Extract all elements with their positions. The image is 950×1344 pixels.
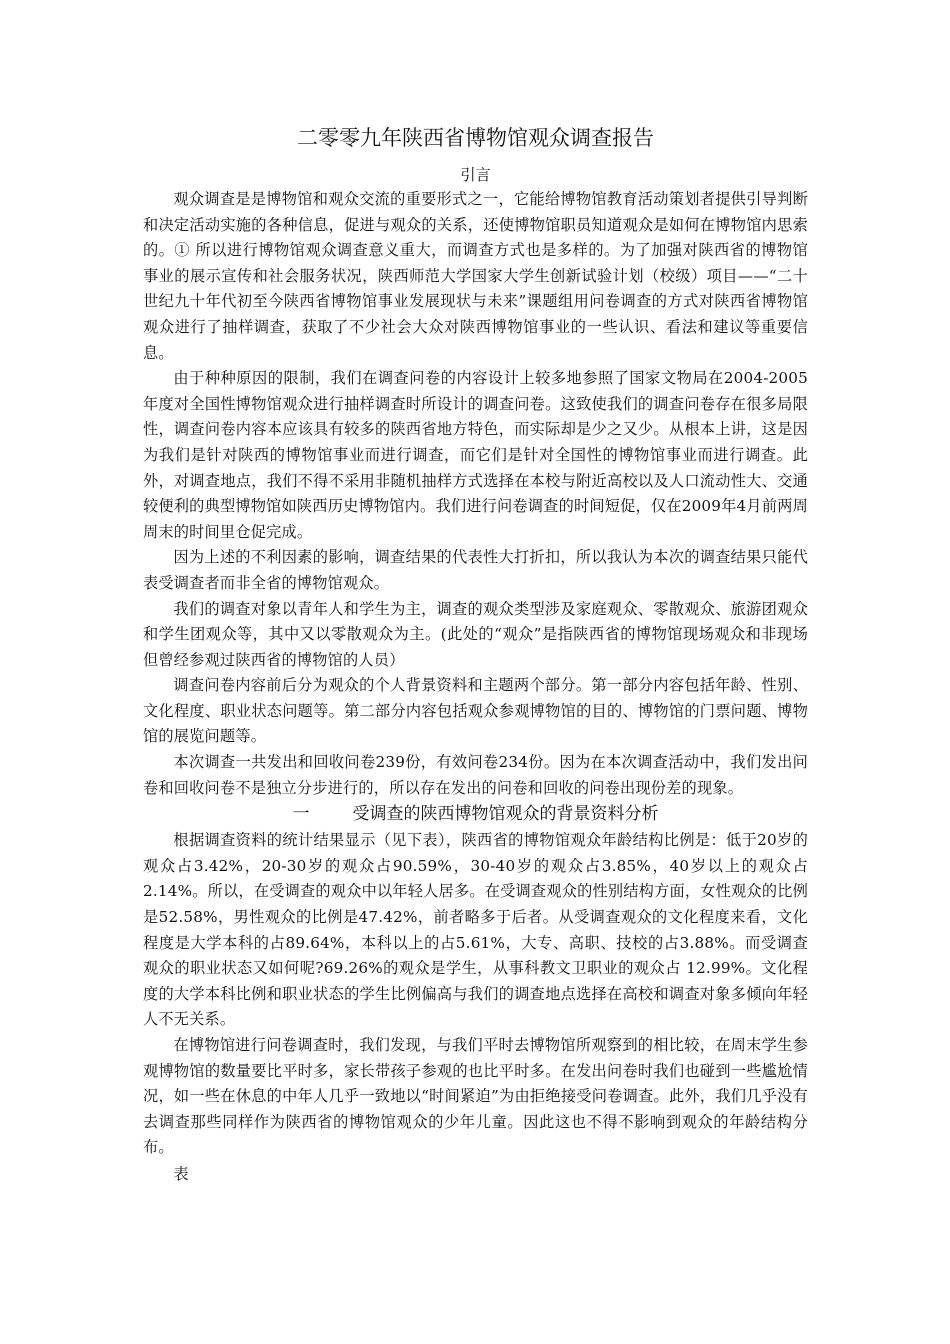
- intro-heading: 引言: [460, 166, 491, 184]
- intro-paragraph: 观众调查是是博物馆和观众交流的重要形式之一，它能给博物馆教育活动策划者提供引导判断和决定活动实施的各种信息，促进与观众的关系，还使博物馆职员知道观众是如何在博物馆内思索的。① 所以进行博物馆观众调查意义重大，而调查方式也是多样的。为了加强对陕西省的博物馆事业的展示宣传和社会服务状况，陕西师范大学国家大学生创新试验计划（校级）项目——“二十世纪九十年代初至今陕西省博物馆事业发展现状与未来”课题组用问卷调查的方式对陕西省博物馆观众进行了抽样调查，获取了不少社会大众对陕西博物馆事业的一些认识、看法和建议等重要信息。: [143, 190, 808, 362]
- document-body: [143, 187, 808, 1187]
- section-title: 受调查的陕西博物馆观众的背景资料分析: [352, 804, 659, 825]
- intro-paragraph: 因为上述的不利因素的影响，调查结果的代表性大打折扣，所以我认为本次的调查结果只能代表受调查者而非全省的博物馆观众。: [143, 548, 808, 592]
- intro-paragraph: 调查问卷内容前后分为观众的个人背景资料和主题两个部分。第一部分内容包括年龄、性别、文化程度、职业状态问题等。第二部分内容包括观众参观博物馆的目的、博物馆的门票问题、博物馆的展览问题等。: [143, 676, 808, 746]
- table-label: 表: [173, 1164, 189, 1183]
- intro-paragraph: 我们的调查对象以青年人和学生为主，调查的观众类型涉及家庭观众、零散观众、旅游团观众和学生团观众等，其中又以零散观众为主。(此处的“观众”是指陕西省的博物馆现场观众和非现场但曾经参观过陕西省的博物馆的人员）: [143, 599, 808, 669]
- intro-paragraph: 本次调查一共发出和回收问卷239份，有效问卷234份。因为在本次调查活动中，我们发出问卷和回收问卷不是独立分步进行的，所以存在发出的问卷和回收的问卷出现份差的现象。: [143, 753, 808, 797]
- section-paragraph: 在博物馆进行问卷调查时，我们发现，与我们平时去博物馆所观察到的相比较，在周末学生参观博物馆的数量要比平时多，家长带孩子参观的也比平时多。在发出问卷时我们也碰到一些尴尬情况，如一些在休息的中年人几乎一致地以“时间紧迫”为由拒绝接受问卷调查。此外，我们几乎没有去调查那些同样作为陕西省的博物馆观众的少年儿童。因此这也不得不影响到观众的年龄结构分布。: [143, 1036, 808, 1157]
- intro-paragraph: 由于种种原因的限制，我们在调查问卷的内容设计上较多地参照了国家文物局在2004-2005年度对全国性博物馆观众进行抽样调查时所设计的调查问卷。这致使我们的调查问卷存在很多局限性，调查问卷内容本应该具有较多的陕西省地方特色，而实际却是少之又少。从根本上讲，这是因为我们是针对陕西的博物馆事业而进行调查，而它们是针对全国性的博物馆事业而进行调查。此外，对调查地点，我们不得不采用非随机抽样方式选择在本校与附近高校以及人口流动性大、交通较便利的典型博物馆如陕西历史博物馆内。我们进行问卷调查的时间短促，仅在2009年4月前两周周末的时间里仓促完成。: [143, 369, 808, 541]
- section-heading: [143, 801, 808, 828]
- document-title: 二零零九年陕西省博物馆观众调查报告: [297, 126, 654, 150]
- section-number: 一: [292, 804, 310, 825]
- section-paragraph: 根据调查资料的统计结果显示（见下表），陕西省的博物馆观众年龄结构比例是：低于20岁的观众占3.42%，20-30岁的观众占90.59%，30-40岁的观众占3.85%，40岁以上的观众占2.14%。所以，在受调查的观众中以年轻人居多。在受调查观众的性别结构方面，女性观众的比例是52.58%，男性观众的比例是47.42%，前者略多于后者。从受调查观众的文化程度来看，文化程度是大学本科的占89.64%，本科以上的占5.61%，大专、高职、技校的占3.88%。而受调查观众的职业状态又如何呢?69.26%的观众是学生，从事科教文卫职业的观众占 12.99%。文化程度的大学本科比例和职业状态的学生比例偏高与我们的调查地点选择在高校和调查对象多倾向年轻人不无关系。: [143, 831, 808, 1029]
